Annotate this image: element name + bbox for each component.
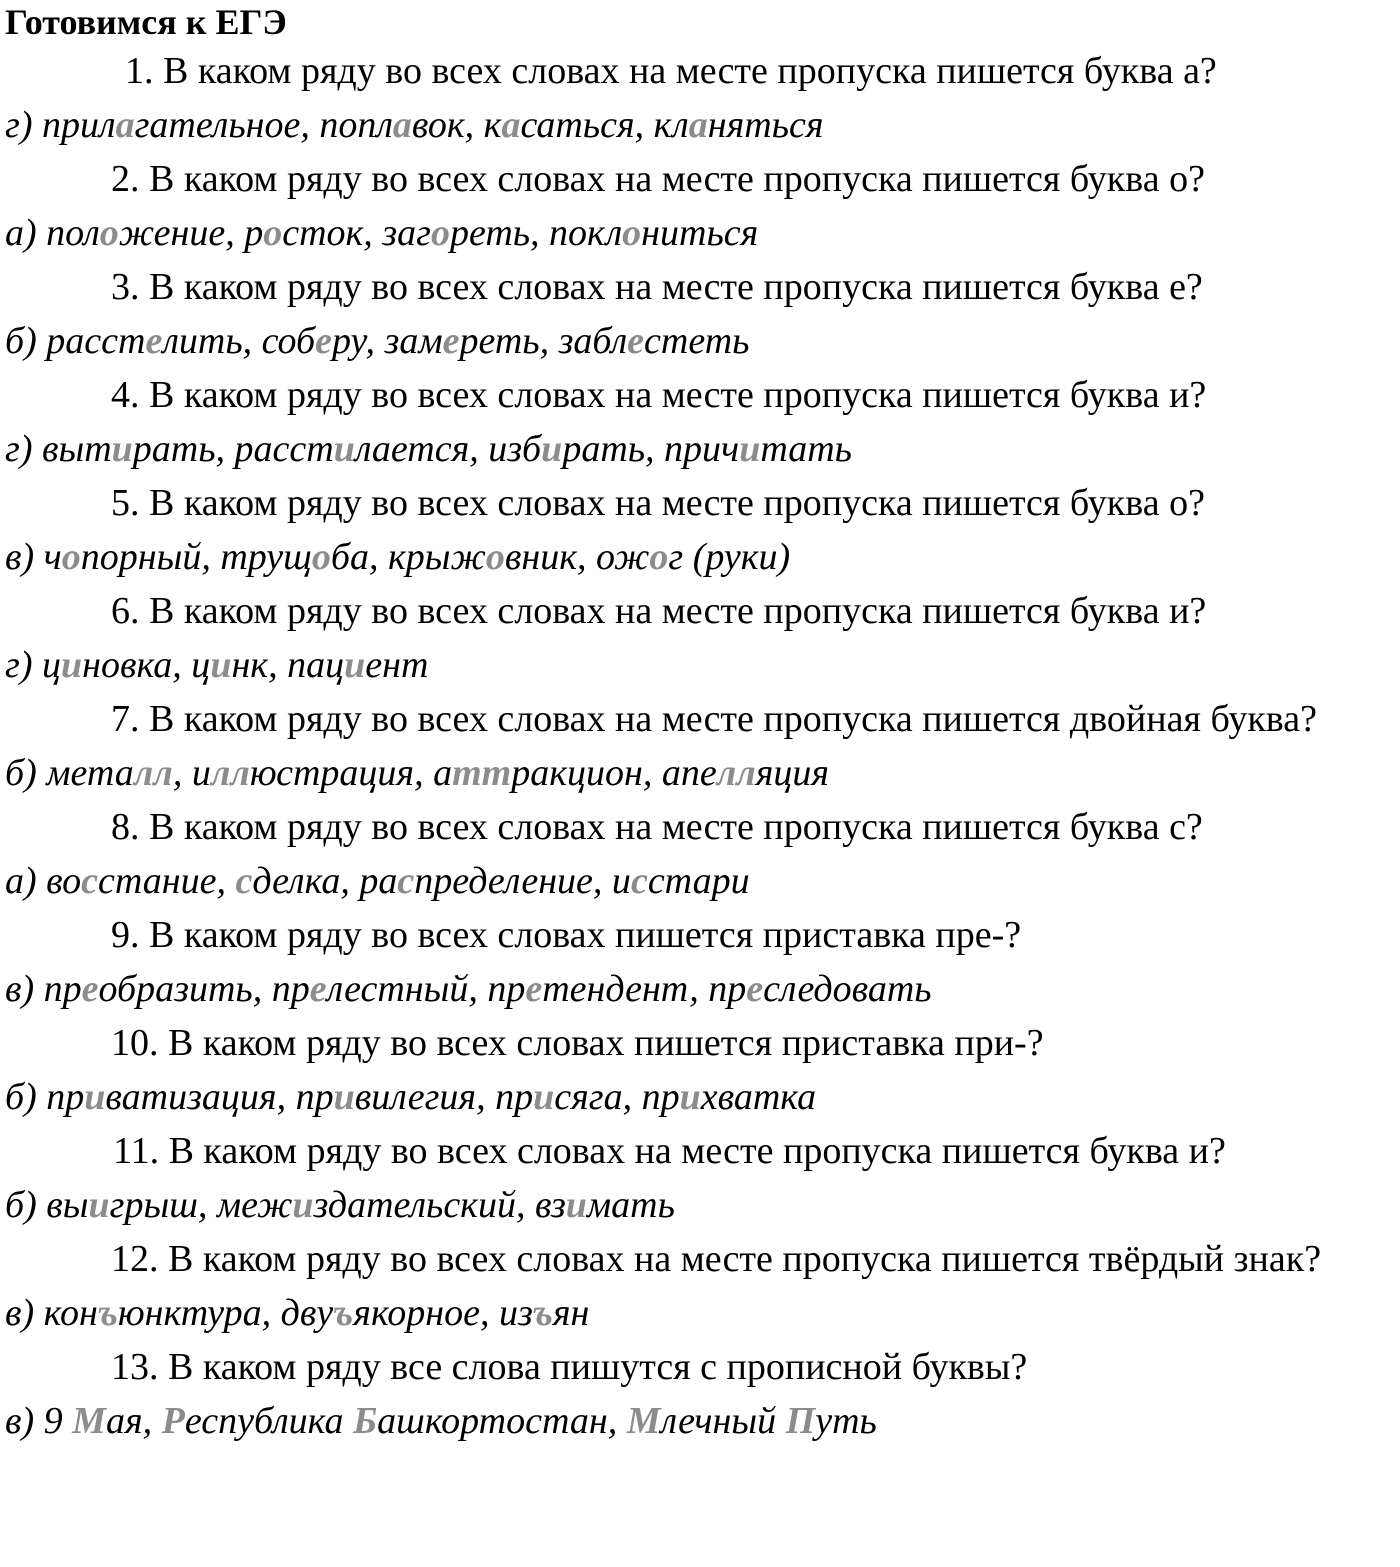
question-text: 5. В каком ряду во всех словах на месте пропуска пишется буква о? [111,482,1205,524]
highlighted-letter: с [235,860,253,902]
answer-text: , и [172,752,211,794]
highlighted-letter: о [622,212,642,254]
highlighted-letter: и [565,1184,587,1226]
highlighted-letter: с [630,860,648,902]
answer-text: ракцион, апе [511,752,717,794]
highlighted-letter: а [115,104,135,146]
answer-line [5,1394,1400,1448]
answer-text: в) кон [5,1292,98,1334]
answer-text: г) ц [5,644,61,686]
answer-line [5,206,1400,260]
highlighted-letter: е [315,320,333,362]
question-text: 10. В каком ряду во всех словах пишется приставка при-? [111,1022,1044,1064]
answer-line [5,854,1400,908]
question-text: 6. В каком ряду во всех словах на месте пропуска пишется буква и? [111,590,1207,632]
highlighted-letter: и [344,644,366,686]
answer-text: вилегия, пр [354,1076,534,1118]
highlighted-letter: и [88,1184,110,1226]
highlighted-letter: тт [452,752,512,794]
answer-text: нк, пац [231,644,345,686]
answer-text: ниться [641,212,759,254]
highlighted-letter: о [311,536,331,578]
answer-text: ент [365,644,429,686]
highlighted-letter: е [309,968,327,1010]
answer-text: юстрация, а [249,752,453,794]
question-text: 7. В каком ряду во всех словах на месте пропуска пишется двойная буква? [111,698,1317,740]
highlighted-letter: и [333,1076,355,1118]
answer-text: а) пол [5,212,100,254]
answer-text: стари [647,860,750,902]
highlighted-letter: ъ [532,1292,553,1334]
highlighted-letter: и [333,428,355,470]
highlighted-letter: е [627,320,645,362]
answer-line [5,1286,1400,1340]
answer-text: лечный [660,1400,786,1442]
answer-text: следовать [763,968,932,1010]
answer-text: няться [707,104,824,146]
answer-line [5,422,1400,476]
answer-text: жение, р [118,212,264,254]
highlighted-letter: и [60,644,83,686]
answer-line [5,746,1400,800]
question-text: 3. В каком ряду во всех словах на месте пропуска пишется буква е? [111,266,1203,308]
answer-text: мать [586,1184,675,1226]
highlighted-letter: ъ [333,1292,354,1334]
answer-line [5,530,1400,584]
answer-text: ашкортостан, [377,1400,627,1442]
question-text: 8. В каком ряду во всех словах на месте пропуска пишется буква с? [111,806,1203,848]
highlighted-letter: о [61,536,81,578]
answer-text: б) расст [5,320,146,362]
answer-text: вник, ож [504,536,650,578]
answer-text: делка, ра [252,860,398,902]
answer-text: г (руки) [668,536,791,578]
highlighted-letter: е [525,968,543,1010]
answer-line [5,962,1400,1016]
answer-text: сток, заг [282,212,431,254]
answer-text: рать, расст [132,428,334,470]
highlighted-letter: о [430,212,450,254]
answer-text: г) прил [5,104,116,146]
answer-text: в) ч [5,536,62,578]
highlighted-letter: М [626,1400,661,1442]
question-text: 12. В каком ряду во всех словах на месте пропуска пишется твёрдый знак? [111,1238,1322,1280]
answer-text: гательное, попл [134,104,393,146]
highlighted-letter: лл [210,752,250,794]
answer-text: б) мета [5,752,134,794]
question-text: 2. В каком ряду во всех словах на месте пропуска пишется буква о? [111,158,1205,200]
question-text: 11. В каком ряду во всех словах на месте пропуска пишется буква и? [113,1130,1226,1172]
answer-text: ая, [105,1400,162,1442]
highlighted-letter: о [649,536,669,578]
highlighted-letter: лл [133,752,173,794]
answer-text: г) выт [5,428,112,470]
highlighted-letter: и [739,428,761,470]
answer-text: тендент, пр [542,968,747,1010]
answer-text: яция [755,752,830,794]
highlighted-letter: и [210,644,232,686]
highlighted-letter: е [145,320,163,362]
highlighted-letter: с [81,860,99,902]
highlighted-letter: и [292,1184,314,1226]
highlighted-letter: ъ [97,1292,118,1334]
highlighted-letter: о [99,212,119,254]
answer-text: ба, крыж [330,536,486,578]
answer-text: б) пр [5,1076,85,1118]
highlighted-letter: П [785,1400,816,1442]
highlighted-letter: и [679,1076,701,1118]
highlighted-letter: е [442,320,460,362]
answer-text: вок, к [411,104,502,146]
answer-text: юнктура, дву [117,1292,334,1334]
answer-text: а) во [5,860,82,902]
answer-text: порный, трущ [80,536,312,578]
page-title: Готовимся к ЕГЭ [5,2,287,42]
highlighted-letter: о [263,212,283,254]
answer-text: лестный, пр [326,968,526,1010]
highlighted-letter: и [533,1076,555,1118]
answer-text: стание, [98,860,236,902]
highlighted-letter: М [72,1400,106,1442]
highlighted-letter: Р [161,1400,185,1442]
answer-text: реть, покл [449,212,623,254]
highlighted-letter: а [392,104,412,146]
answer-text: в) пр [5,968,82,1010]
answer-text: лить, соб [162,320,316,362]
answer-line [5,638,1400,692]
highlighted-letter: и [84,1076,106,1118]
answer-text: еспублика [184,1400,354,1442]
answer-text: пределение, и [414,860,631,902]
answer-text: ватизация, пр [105,1076,334,1118]
answer-text: реть, забл [459,320,628,362]
answer-text: в) 9 [5,1400,73,1442]
answer-text: ру, зам [332,320,443,362]
answer-text: здательский, вз [313,1184,566,1226]
answer-line [5,1178,1400,1232]
question-list [5,44,1400,1448]
question-text: 4. В каком ряду во всех словах на месте пропуска пишется буква и? [111,374,1207,416]
answer-text: новка, ц [82,644,211,686]
answer-text: лается, изб [354,428,542,470]
answer-text: якорное, из [353,1292,533,1334]
highlighted-letter: а [688,104,708,146]
highlighted-letter: с [397,860,415,902]
answer-text: грыш, меж [109,1184,293,1226]
answer-line [5,314,1400,368]
answer-text: хватка [700,1076,817,1118]
answer-text: уть [815,1400,877,1442]
answer-text: ян [552,1292,590,1334]
question-text: 9. В каком ряду во всех словах пишется приставка пре-? [111,914,1022,956]
highlighted-letter: и [111,428,133,470]
highlighted-letter: е [746,968,764,1010]
highlighted-letter: е [81,968,99,1010]
answer-text: рать, прич [562,428,740,470]
answer-text: тать [760,428,852,470]
answer-text: сяга, пр [554,1076,680,1118]
highlighted-letter: Б [353,1400,378,1442]
answer-text: саться, кл [520,104,689,146]
question-text: 13. В каком ряду все слова пишутся с прописной буквы? [111,1346,1028,1388]
highlighted-letter: а [501,104,521,146]
answer-line [5,98,1400,152]
answer-line [5,1070,1400,1124]
highlighted-letter: и [541,428,563,470]
question-text: 1. В каком ряду во всех словах на месте пропуска пишется буква а? [125,50,1217,92]
answer-text: образить, пр [98,968,310,1010]
answer-text: стеть [644,320,750,362]
highlighted-letter: лл [716,752,756,794]
answer-text: б) вы [5,1184,89,1226]
highlighted-letter: о [485,536,505,578]
